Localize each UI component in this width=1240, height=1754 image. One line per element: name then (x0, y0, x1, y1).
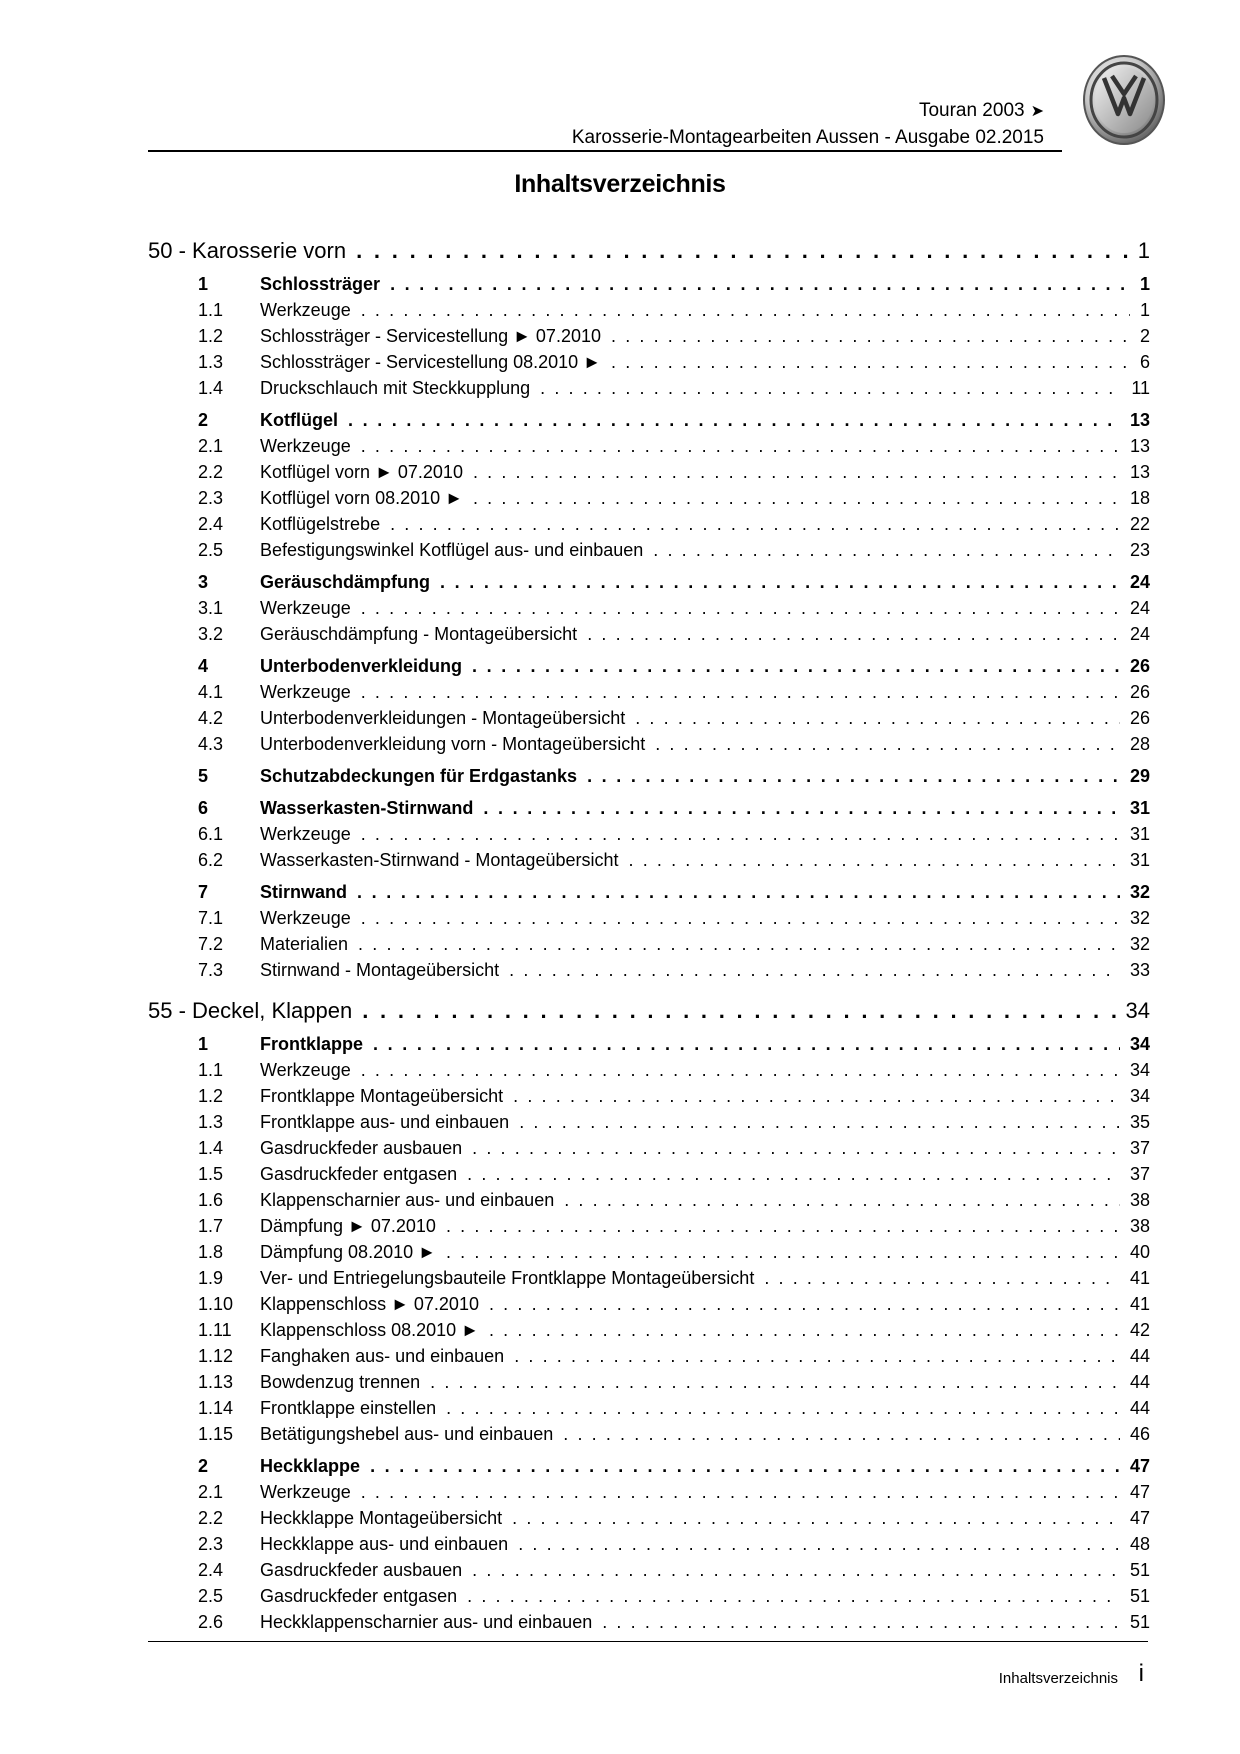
toc-entry-title: Kotflügelstrebe (260, 514, 381, 534)
toc-entry-page: 46 (1129, 1424, 1150, 1444)
toc-subsection-row[interactable] (148, 908, 1150, 934)
dot-leader (472, 1560, 1120, 1581)
toc-subsection-row[interactable] (148, 1138, 1150, 1164)
toc-subsection-row[interactable] (148, 1534, 1150, 1560)
toc-subsection-row[interactable] (148, 462, 1150, 488)
toc-subsection-row[interactable] (148, 1164, 1150, 1190)
toc-entry-page: 34 (1129, 1034, 1150, 1054)
toc-entry-title: Klappenscharnier aus- und einbauen (260, 1190, 555, 1210)
toc-section-row[interactable] (148, 656, 1150, 682)
toc-entry-page: 2 (1139, 326, 1150, 346)
header-arrow: ➤ (1030, 103, 1044, 120)
dot-leader (361, 300, 1130, 321)
toc-section-row[interactable] (148, 274, 1150, 300)
toc-entry-number: 2.5 (198, 1586, 224, 1606)
toc-entry-number: 7 (198, 882, 209, 902)
toc-chapter-row[interactable] (148, 238, 1150, 272)
toc-subsection-row[interactable] (148, 1190, 1150, 1216)
toc-entry-page: 32 (1129, 882, 1150, 902)
toc-entry-page: 23 (1129, 540, 1150, 560)
footer-divider (148, 1641, 1148, 1642)
toc-entry-title: Werkzeuge (260, 908, 351, 928)
toc-subsection-row[interactable] (148, 1424, 1150, 1450)
toc-entry-number: 2.3 (198, 488, 224, 508)
toc-subsection-row[interactable] (148, 1294, 1150, 1320)
toc-entry-title: Kotflügel (260, 410, 338, 430)
dot-leader (361, 598, 1120, 619)
toc-subsection-row[interactable] (148, 934, 1150, 960)
toc-entry-page: 28 (1129, 734, 1150, 754)
toc-subsection-row[interactable] (148, 1320, 1150, 1346)
toc-entry-number: 3 (198, 572, 209, 592)
toc-entry-title: Werkzeuge (260, 1060, 351, 1080)
toc-entry-title: Wasserkasten-Stirnwand (260, 798, 474, 818)
toc-entry-number: 1 (198, 1034, 209, 1054)
toc-entry-page: 41 (1129, 1268, 1150, 1288)
toc-subsection-row[interactable] (148, 1586, 1150, 1612)
toc-subsection-row[interactable] (148, 1482, 1150, 1508)
dot-leader (357, 882, 1120, 903)
dot-leader (446, 1216, 1120, 1237)
toc-entry-number: 6.1 (198, 824, 224, 844)
toc-subsection-row[interactable] (148, 960, 1150, 986)
toc-entry-number: 1.1 (198, 1060, 224, 1080)
page-title: Inhaltsverzeichnis (514, 170, 726, 198)
toc-entry-number: 2.1 (198, 1482, 224, 1502)
toc-entry-title: Unterbodenverkleidung vorn - Montageübersicht (260, 734, 646, 754)
chapter-spacer (148, 986, 1150, 998)
toc-subsection-row[interactable] (148, 850, 1150, 876)
toc-entry-title: Betätigungshebel aus- und einbauen (260, 1424, 554, 1444)
toc-entry-page: 34 (1129, 1086, 1150, 1106)
toc-entry-title: Heckklappe aus- und einbauen (260, 1534, 509, 1554)
toc-entry-page: 1 (1139, 300, 1150, 320)
toc-entry-page: 38 (1129, 1216, 1150, 1236)
dot-leader (489, 1294, 1120, 1315)
dot-leader (653, 540, 1120, 561)
toc-entry-title: Fanghaken aus- und einbauen (260, 1346, 505, 1366)
toc-entry-number: 4.3 (198, 734, 224, 754)
toc-entry-title: Druckschlauch mit Steckkupplung (260, 378, 531, 398)
dot-leader (472, 1138, 1120, 1159)
dot-leader (373, 1034, 1120, 1055)
toc-entry-title: Befestigungswinkel Kotflügel aus- und einbauen (260, 540, 644, 560)
toc-entry-title: Schlossträger - Servicestellung ► 07.2010 (260, 326, 601, 346)
dot-leader (611, 326, 1130, 347)
toc-entry-number: 1 (198, 274, 209, 294)
toc-entry-page: 6 (1139, 352, 1150, 372)
toc-subsection-row[interactable] (148, 1216, 1150, 1242)
toc-subsection-row[interactable] (148, 598, 1150, 624)
toc-subsection-row[interactable] (148, 1060, 1150, 1086)
table-of-contents (148, 238, 1150, 1638)
dot-leader (635, 708, 1120, 729)
toc-entry-title: Bowdenzug trennen (260, 1372, 421, 1392)
toc-entry-number: 4 (198, 656, 209, 676)
toc-entry-number: 1.5 (198, 1164, 224, 1184)
toc-subsection-row[interactable] (148, 540, 1150, 566)
toc-subsection-row[interactable] (148, 1372, 1150, 1398)
dot-leader (361, 908, 1120, 929)
dot-leader (764, 1268, 1120, 1289)
toc-entry-number: 1.1 (198, 300, 224, 320)
toc-entry-title: Ver- und Entriegelungsbauteile Frontklappe Montageübersicht (260, 1268, 755, 1288)
dot-leader (361, 824, 1120, 845)
dot-leader (514, 1346, 1120, 1367)
toc-section-row[interactable] (148, 572, 1150, 598)
toc-section-row[interactable] (148, 882, 1150, 908)
toc-entry-page: 26 (1129, 682, 1150, 702)
toc-entry-title: Dämpfung 08.2010 ► (260, 1242, 436, 1262)
toc-entry-title: Unterbodenverkleidungen - Montageübersicht (260, 708, 626, 728)
toc-entry-title: Wasserkasten-Stirnwand - Montageübersicht (260, 850, 619, 870)
toc-entry-title: Frontklappe (260, 1034, 364, 1054)
dot-leader (489, 1320, 1120, 1341)
toc-entry-page: 1 (1139, 274, 1150, 294)
dot-leader (513, 1086, 1120, 1107)
toc-entry-number: 1.2 (198, 326, 224, 346)
toc-entry-title: Schutzabdeckungen für Erdgastanks (260, 766, 578, 786)
toc-subsection-row[interactable] (148, 1242, 1150, 1268)
toc-entry-title: Frontklappe aus- und einbauen (260, 1112, 510, 1132)
dot-leader (358, 934, 1120, 955)
toc-entry-title: Stirnwand (260, 882, 348, 902)
toc-entry-title: Schlossträger (260, 274, 381, 294)
dot-leader (361, 436, 1120, 457)
toc-entry-page: 42 (1129, 1320, 1150, 1340)
header-model (919, 100, 1044, 122)
toc-section-row[interactable] (148, 1034, 1150, 1060)
toc-entry-page: 48 (1129, 1534, 1150, 1554)
toc-entry-number: 5 (198, 766, 209, 786)
toc-entry-title: Werkzeuge (260, 436, 351, 456)
footer-label: Inhaltsverzeichnis (998, 1670, 1118, 1687)
toc-subsection-row[interactable] (148, 1346, 1150, 1372)
dot-leader (446, 1242, 1120, 1263)
dot-leader (512, 1508, 1120, 1529)
toc-entry-page: 32 (1129, 908, 1150, 928)
toc-entry-title: Heckklappe Montageübersicht (260, 1508, 503, 1528)
dot-leader (564, 1190, 1120, 1211)
header-subtitle: Karosserie-Montagearbeiten Aussen - Ausgabe 02.2015 (571, 127, 1044, 148)
dot-leader (629, 850, 1120, 871)
toc-entry-title: Gasdruckfeder ausbauen (260, 1560, 463, 1580)
toc-entry-number: 2 (198, 1456, 209, 1476)
toc-entry-page: 47 (1129, 1482, 1150, 1502)
toc-subsection-row[interactable] (148, 488, 1150, 514)
toc-entry-number: 50 - Karosserie vorn (148, 238, 347, 263)
toc-subsection-row[interactable] (148, 1508, 1150, 1534)
toc-subsection-row[interactable] (148, 1612, 1150, 1638)
toc-entry-page: 24 (1129, 572, 1150, 592)
page-header (0, 0, 1240, 160)
dot-leader (356, 238, 1128, 264)
toc-entry-number: 1.13 (198, 1372, 234, 1392)
toc-entry-page: 44 (1129, 1372, 1150, 1392)
toc-entry-title: Werkzeuge (260, 824, 351, 844)
dot-leader (430, 1372, 1120, 1393)
toc-entry-title: Materialien (260, 934, 349, 954)
toc-subsection-row[interactable] (148, 1398, 1150, 1424)
toc-entry-page: 41 (1129, 1294, 1150, 1314)
toc-entry-page: 33 (1129, 960, 1150, 980)
toc-section-row[interactable] (148, 766, 1150, 792)
toc-subsection-row[interactable] (148, 734, 1150, 760)
toc-entry-page: 29 (1129, 766, 1150, 786)
dot-leader (602, 1612, 1120, 1633)
toc-entry-page: 18 (1129, 488, 1150, 508)
dot-leader (361, 1482, 1120, 1503)
toc-entry-title: Werkzeuge (260, 598, 351, 618)
toc-entry-number: 7.1 (198, 908, 224, 928)
dot-leader (361, 682, 1120, 703)
toc-entry-number: 1.4 (198, 378, 224, 398)
toc-entry-number: 1.14 (198, 1398, 234, 1418)
dot-leader (440, 572, 1120, 593)
toc-entry-number: 2.2 (198, 462, 224, 482)
toc-entry-number: 2.3 (198, 1534, 224, 1554)
toc-entry-page: 13 (1129, 436, 1150, 456)
dot-leader (473, 462, 1120, 483)
toc-subsection-row[interactable] (148, 708, 1150, 734)
toc-entry-number: 4.2 (198, 708, 224, 728)
toc-entry-title: Dämpfung ► 07.2010 (260, 1216, 436, 1236)
toc-section-row[interactable] (148, 798, 1150, 824)
dot-leader (509, 960, 1120, 981)
dot-leader (467, 1586, 1120, 1607)
toc-entry-page: 40 (1129, 1242, 1150, 1262)
dot-leader (472, 656, 1120, 677)
toc-entry-title: Unterbodenverkleidung (260, 656, 463, 676)
toc-entry-number: 1.3 (198, 1112, 224, 1132)
toc-entry-page: 34 (1129, 1060, 1150, 1080)
toc-entry-page: 32 (1129, 934, 1150, 954)
toc-subsection-row[interactable] (148, 824, 1150, 850)
dot-leader (540, 378, 1121, 399)
toc-entry-page: 51 (1129, 1586, 1150, 1606)
dot-leader (483, 798, 1120, 819)
toc-entry-number: 1.15 (198, 1424, 234, 1444)
header-model-text: Touran 2003 (918, 100, 1025, 121)
toc-entry-title: Heckklappe (260, 1456, 361, 1476)
toc-entry-number: 6 (198, 798, 209, 818)
toc-subsection-row[interactable] (148, 624, 1150, 650)
dot-leader (587, 766, 1120, 787)
toc-entry-page: 47 (1129, 1456, 1150, 1476)
toc-entry-title: Stirnwand - Montageübersicht (260, 960, 500, 980)
toc-entry-page: 37 (1129, 1164, 1150, 1184)
toc-entry-title: Kotflügel vorn ► 07.2010 (260, 462, 463, 482)
toc-entry-number: 2.1 (198, 436, 224, 456)
vw-logo-icon (1082, 54, 1166, 146)
toc-subsection-row[interactable] (148, 1560, 1150, 1586)
dot-leader (370, 1456, 1120, 1477)
toc-entry-page: 26 (1129, 708, 1150, 728)
toc-entry-number: 1.3 (198, 352, 224, 372)
toc-subsection-row[interactable] (148, 682, 1150, 708)
toc-subsection-row[interactable] (148, 378, 1150, 404)
footer-page-number: i (1138, 1660, 1144, 1687)
toc-section-row[interactable] (148, 410, 1150, 436)
toc-entry-page: 35 (1129, 1112, 1150, 1132)
toc-entry-number: 2.2 (198, 1508, 224, 1528)
toc-entry-number: 1.6 (198, 1190, 224, 1210)
toc-entry-number: 1.8 (198, 1242, 224, 1262)
dot-leader (390, 514, 1120, 535)
toc-entry-title: Geräuschdämpfung - Montageübersicht (260, 624, 578, 644)
toc-entry-number: 55 - Deckel, Klappen (148, 998, 353, 1023)
toc-entry-number: 7.3 (198, 960, 224, 980)
toc-entry-title: Schlossträger - Servicestellung 08.2010 ► (260, 352, 601, 372)
toc-chapter-row[interactable] (148, 998, 1150, 1032)
toc-subsection-row[interactable] (148, 352, 1150, 378)
toc-entry-title: Klappenschloss 08.2010 ► (260, 1320, 479, 1340)
toc-subsection-row[interactable] (148, 1268, 1150, 1294)
toc-entry-title: Gasdruckfeder entgasen (260, 1164, 458, 1184)
toc-entry-title: Kotflügel vorn 08.2010 ► (260, 488, 463, 508)
toc-entry-number: 2.5 (198, 540, 224, 560)
toc-entry-number: 1.9 (198, 1268, 224, 1288)
header-divider (148, 150, 1062, 152)
toc-entry-number: 1.12 (198, 1346, 234, 1366)
toc-entry-page: 11 (1131, 378, 1150, 398)
toc-entry-page: 22 (1129, 514, 1150, 534)
toc-entry-title: Gasdruckfeder entgasen (260, 1586, 458, 1606)
toc-entry-page: 24 (1129, 598, 1150, 618)
toc-entry-number: 2.6 (198, 1612, 224, 1632)
dot-leader (361, 1060, 1120, 1081)
toc-entry-number: 1.7 (198, 1216, 224, 1236)
toc-entry-page: 38 (1129, 1190, 1150, 1210)
toc-entry-title: Werkzeuge (260, 300, 351, 320)
toc-entry-title: Heckklappenscharnier aus- und einbauen (260, 1612, 593, 1632)
dot-leader (473, 488, 1120, 509)
dot-leader (518, 1534, 1120, 1555)
toc-entry-page: 1 (1137, 238, 1150, 263)
toc-entry-page: 31 (1129, 850, 1150, 870)
toc-entry-number: 2 (198, 410, 209, 430)
toc-entry-number: 3.2 (198, 624, 224, 644)
toc-entry-number: 4.1 (198, 682, 224, 702)
toc-entry-page: 31 (1129, 824, 1150, 844)
dot-leader (348, 410, 1120, 431)
toc-entry-page: 44 (1129, 1398, 1150, 1418)
toc-entry-page: 31 (1129, 798, 1150, 818)
toc-entry-page: 26 (1129, 656, 1150, 676)
dot-leader (655, 734, 1120, 755)
toc-entry-number: 2.4 (198, 1560, 224, 1580)
dot-leader (362, 998, 1115, 1024)
toc-entry-title: Klappenschloss ► 07.2010 (260, 1294, 479, 1314)
toc-entry-title: Frontklappe einstellen (260, 1398, 437, 1418)
dot-leader (611, 352, 1130, 373)
dot-leader (467, 1164, 1120, 1185)
toc-entry-page: 34 (1125, 998, 1150, 1023)
toc-entry-number: 6.2 (198, 850, 224, 870)
toc-entry-number: 1.4 (198, 1138, 224, 1158)
toc-entry-page: 51 (1129, 1612, 1150, 1632)
toc-entry-page: 37 (1129, 1138, 1150, 1158)
dot-leader (563, 1424, 1120, 1445)
dot-leader (446, 1398, 1120, 1419)
dot-leader (390, 274, 1130, 295)
toc-entry-title: Werkzeuge (260, 682, 351, 702)
toc-section-row[interactable] (148, 1456, 1150, 1482)
toc-entry-title: Gasdruckfeder ausbauen (260, 1138, 463, 1158)
toc-subsection-row[interactable] (148, 514, 1150, 540)
toc-entry-page: 51 (1129, 1560, 1150, 1580)
toc-entry-title: Werkzeuge (260, 1482, 351, 1502)
toc-entry-number: 1.11 (198, 1320, 232, 1340)
toc-subsection-row[interactable] (148, 300, 1150, 326)
toc-entry-number: 3.1 (198, 598, 224, 618)
toc-entry-page: 13 (1129, 410, 1150, 430)
dot-leader (587, 624, 1120, 645)
toc-subsection-row[interactable] (148, 1112, 1150, 1138)
toc-entry-number: 7.2 (198, 934, 224, 954)
toc-entry-title: Geräuschdämpfung (260, 572, 431, 592)
toc-entry-page: 24 (1129, 624, 1150, 644)
dot-leader (519, 1112, 1120, 1133)
toc-subsection-row[interactable] (148, 1086, 1150, 1112)
toc-subsection-row[interactable] (148, 436, 1150, 462)
toc-entry-number: 1.10 (198, 1294, 234, 1314)
toc-entry-page: 13 (1129, 462, 1150, 482)
toc-entry-page: 47 (1129, 1508, 1150, 1528)
toc-entry-title: Frontklappe Montageübersicht (260, 1086, 504, 1106)
toc-entry-page: 44 (1129, 1346, 1150, 1366)
toc-subsection-row[interactable] (148, 326, 1150, 352)
toc-entry-number: 1.2 (198, 1086, 224, 1106)
toc-entry-number: 2.4 (198, 514, 224, 534)
